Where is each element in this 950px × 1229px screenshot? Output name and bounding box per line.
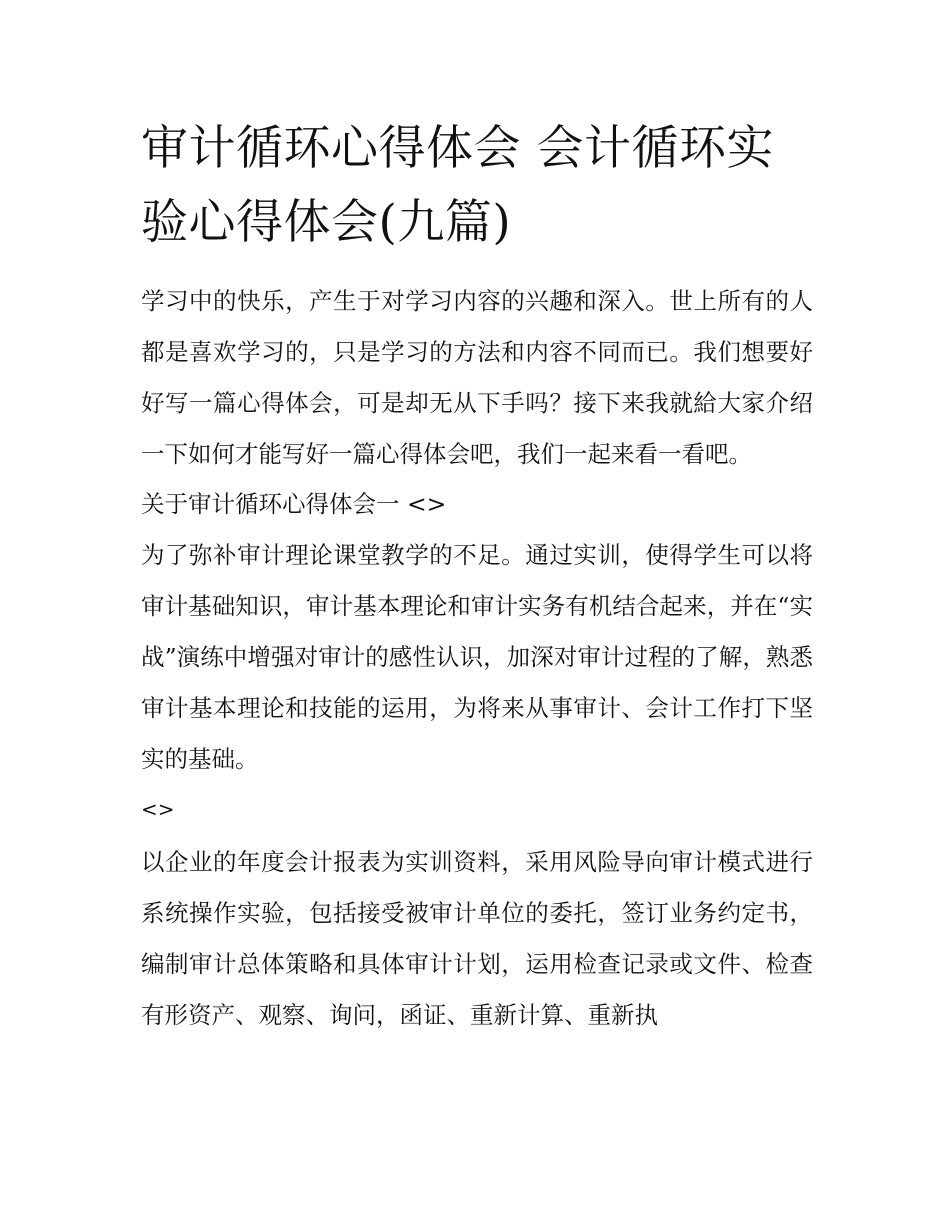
document-body	[141, 112, 813, 1041]
intro-paragraph: 学习中的快乐，产生于对学习内容的兴趣和深入。世上所有的人都是喜欢学习的，只是学习的方法和内容不同而已。我们想要好好写一篇心得体会，可是却无从下手吗？接下来我就給大家介绍一下如何才能写好一篇心得体会吧，我们一起来看一看吧。	[141, 287, 813, 468]
body-paragraph: 以企业的年度会计报表为实训资料，采用风险导向审计模式进行系统操作实验，包括接受被审计单位的委托，签订业务约定书，编制审计总体策略和具体审计计划，运用检查记录或文件、检查有形资产、观察、询问，函证、重新计算、重新执	[141, 848, 813, 1029]
section-paragraph: 为了弥补审计理论课堂教学的不足。通过实训，使得学生可以将审计基础知识，审计基本理论和审计实务有机结合起来，并在“实战”演练中增强对审计的感性认识，加深对审计过程的了解，熟悉审计基本理论和技能的运用，为将来从事审计、会计工作打下坚实的基础。	[141, 541, 813, 773]
document-title: 审计循环心得体会 会计循环实验心得体会(九篇)	[141, 121, 774, 250]
section-heading: 关于审计循环心得体会一 <>	[141, 490, 447, 518]
section-marker: <>	[141, 797, 175, 821]
